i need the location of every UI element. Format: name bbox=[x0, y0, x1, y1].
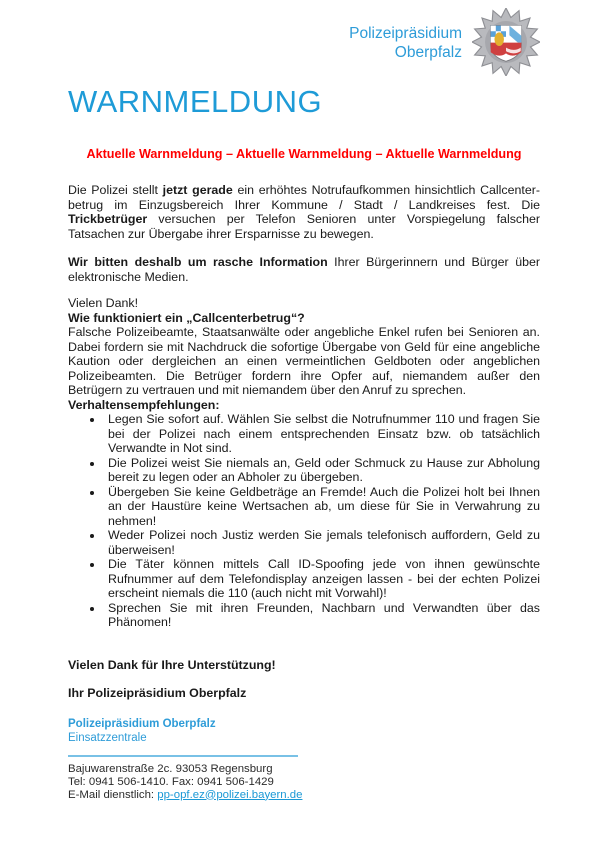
intro-seg4-bold: Trickbetrüger bbox=[68, 212, 148, 226]
how-section-body: Falsche Polizeibeamte, Staatsanwälte oder angebliche Enkel rufen bei Senioren an. Dabei fordern sie mit Nachdruck die sofortige Übergabe von Geld für eine angebliche Kaution oder dergleichen an einen vermeintlichen Geldboten oder angeblichen Polizeibeamten. Die Betrüger fordern ihre Opfer auf, niemandem außer den Betrügern zu vertrauen und mit niemandem über den Anruf zu sprechen. bbox=[68, 325, 540, 397]
alert-ticker-line: Aktuelle Warnmeldung – Aktuelle Warnmeldung – Aktuelle Warnmeldung bbox=[86, 147, 522, 161]
advice-bullet-3: • Übergeben Sie keine Geldbeträge an Fremde! Auch die Polizei holt bei Ihnen an der Haustüre keine Wertsachen ab, um diese für Sie in Verwahrung zu nehmen! bbox=[104, 485, 540, 529]
page-title: WARNMELDUNG bbox=[68, 84, 323, 119]
advice-bullet-list bbox=[68, 412, 540, 630]
org-name-line1: Polizeipräsidium bbox=[349, 25, 462, 42]
signature-block bbox=[68, 717, 540, 802]
closing-thanks: Vielen Dank für Ihre Unterstützung! bbox=[68, 657, 276, 672]
intro-seg2-bold: jetzt gerade bbox=[162, 183, 233, 197]
request-paragraph bbox=[68, 255, 540, 284]
document-header bbox=[68, 0, 540, 76]
thanks-short: Vielen Dank! bbox=[68, 296, 139, 310]
org-name-line2: Oberpfalz bbox=[394, 44, 462, 61]
advice-bullet-1: • Legen Sie sofort auf. Wählen Sie selbst die Notrufnummer 110 und fragen Sie bei der Polizei nach einem entsprechenden Einsatz bzw. ob tatsächlich Verwandte in Not sind. bbox=[104, 412, 540, 456]
advice-bullet-6: • Sprechen Sie mit ihren Freunden, Nachbarn und Verwandten über das Phänomen! bbox=[104, 601, 540, 630]
signature-separator-line bbox=[68, 755, 298, 757]
closing-signoff: Ihr Polizeipräsidium Oberpfalz bbox=[68, 686, 247, 700]
advice-bullet-4: • Weder Polizei noch Justiz werden Sie jemals telefonisch auffordern, Geld zu überweisen! bbox=[104, 528, 540, 557]
request-seg1-bold: Wir bitten deshalb um rasche Information bbox=[68, 255, 328, 269]
intro-paragraph bbox=[68, 183, 540, 241]
advice-bullet-5: • Die Täter können mittels Call ID-Spoofing jede von ihnen gewünschte Rufnummer auf dem Telefondisplay anzeigen lassen - bei der echten Polizei erscheint niemals die 110 (auch nicht mit Vorwahl)! bbox=[104, 557, 540, 601]
email-label: E-Mail dienstlich: bbox=[68, 788, 158, 801]
signature-org: Polizeipräsidium Oberpfalz bbox=[68, 717, 216, 730]
intro-seg1: Die Polizei stellt bbox=[68, 183, 163, 197]
signature-unit: Einsatzzentrale bbox=[68, 731, 147, 744]
intro-seg3: ein erhöhtes Notrufaufkommen hinsichtlich Callcenter-betrug im Einzugsbereich Ihrer Kommune / Stadt / Landkreises fest. Die bbox=[68, 183, 540, 212]
advice-section-heading: Verhaltensempfehlungen: bbox=[68, 397, 220, 412]
org-name bbox=[349, 24, 462, 62]
intro-seg5: versuchen per Telefon Senioren unter Vorspiegelung falscher Tatsachen zur Übergabe ihrer Ersparnisse zu bewegen. bbox=[68, 212, 540, 241]
how-section-heading: Wie funktioniert ein „Callcenterbetrug“? bbox=[68, 310, 305, 325]
request-seg2: Ihrer Bürgerinnern und Bürger über elektronische Medien. bbox=[68, 255, 540, 284]
signature-phone-fax: Tel: 0941 506-1410. Fax: 0941 506-1429 bbox=[68, 775, 274, 788]
advice-bullet-2: • Die Polizei weist Sie niemals an, Geld oder Schmuck zu Hause zur Abholung bereit zu legen oder an Abholer zu übergeben. bbox=[104, 456, 540, 485]
signature-address: Bajuwarenstraße 2c. 93053 Regensburg bbox=[68, 762, 273, 775]
email-link[interactable]: pp-opf.ez@polizei.bayern.de bbox=[157, 788, 303, 801]
police-star-badge-icon bbox=[472, 8, 540, 76]
signature-email-row bbox=[68, 789, 540, 802]
